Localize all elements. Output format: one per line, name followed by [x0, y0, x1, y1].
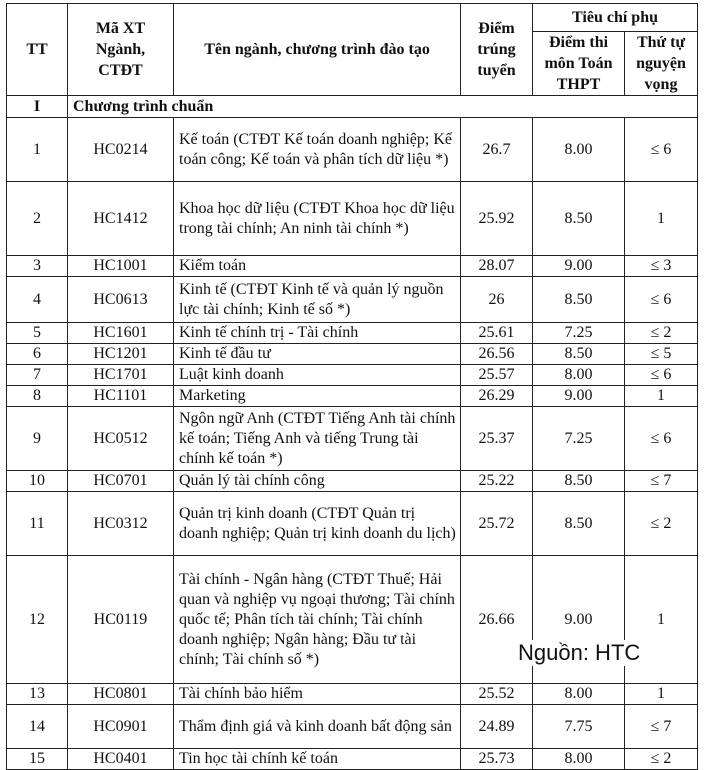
cell-name: Quản lý tài chính công	[174, 471, 461, 492]
cell-name: Quản trị kinh doanh (CTĐT Quản trị doanh nghiệp; Quản trị kinh doanh du lịch)	[174, 492, 461, 556]
cell-code: HC0701	[68, 471, 174, 492]
cell-score: 25.37	[461, 407, 533, 471]
cell-priority: 1	[625, 386, 698, 407]
cell-math: 8.00	[533, 118, 625, 182]
cell-priority: ≤ 5	[625, 344, 698, 365]
cell-priority: ≤ 3	[625, 256, 698, 277]
cell-name: Marketing	[174, 386, 461, 407]
cell-score: 25.57	[461, 365, 533, 386]
cell-math: 7.75	[533, 705, 625, 749]
table-row	[7, 365, 698, 386]
cell-name: Luật kinh doanh	[174, 365, 461, 386]
cell-tt: 7	[7, 365, 68, 386]
cell-math: 8.50	[533, 492, 625, 556]
cell-code: HC1201	[68, 344, 174, 365]
cell-code: HC0801	[68, 684, 174, 705]
header-criteria: Tiêu chí phụ	[533, 4, 698, 32]
cell-code: HC0214	[68, 118, 174, 182]
table-row	[7, 749, 698, 770]
table-row	[7, 182, 698, 256]
cell-score: 25.61	[461, 323, 533, 344]
cell-code: HC0901	[68, 705, 174, 749]
cell-tt: 3	[7, 256, 68, 277]
cell-priority: ≤ 2	[625, 323, 698, 344]
header-name: Tên ngành, chương trình đào tạo	[174, 4, 461, 96]
cell-priority: ≤ 6	[625, 118, 698, 182]
cell-tt: 1	[7, 118, 68, 182]
table-row	[7, 684, 698, 705]
cell-priority: ≤ 2	[625, 749, 698, 770]
cell-tt: 9	[7, 407, 68, 471]
cell-tt: 11	[7, 492, 68, 556]
header-score: Điểm trúng tuyển	[461, 4, 533, 96]
cell-math: 7.25	[533, 323, 625, 344]
cell-name: Tin học tài chính kế toán	[174, 749, 461, 770]
cell-score: 28.07	[461, 256, 533, 277]
header-code: Mã XT Ngành, CTĐT	[68, 4, 174, 96]
cell-score: 25.73	[461, 749, 533, 770]
header-tt: TT	[7, 4, 68, 96]
cell-score: 24.89	[461, 705, 533, 749]
table-row	[7, 471, 698, 492]
table-row	[7, 323, 698, 344]
cell-score: 26.29	[461, 386, 533, 407]
cell-code: HC1601	[68, 323, 174, 344]
cell-priority: ≤ 6	[625, 407, 698, 471]
cell-tt: 2	[7, 182, 68, 256]
cell-score: 26.66	[461, 556, 533, 684]
cell-tt: 5	[7, 323, 68, 344]
table-row	[7, 492, 698, 556]
cell-math: 8.50	[533, 277, 625, 323]
cell-tt: 4	[7, 277, 68, 323]
cell-code: HC0119	[68, 556, 174, 684]
table-row	[7, 256, 698, 277]
cell-score: 26.56	[461, 344, 533, 365]
cell-code: HC0613	[68, 277, 174, 323]
cell-priority: 1	[625, 556, 698, 684]
cell-priority: 1	[625, 182, 698, 256]
cell-tt: 8	[7, 386, 68, 407]
cell-name: Kinh tế (CTĐT Kinh tế và quản lý nguồn lực tài chính; Kinh tế số *)	[174, 277, 461, 323]
cell-math: 8.00	[533, 749, 625, 770]
cell-tt: 14	[7, 705, 68, 749]
cell-name: Kế toán (CTĐT Kế toán doanh nghiệp; Kế toán công; Kế toán và phân tích dữ liệu *)	[174, 118, 461, 182]
cell-score: 25.52	[461, 684, 533, 705]
cell-code: HC1101	[68, 386, 174, 407]
header-math: Điểm thi môn Toán THPT	[533, 32, 625, 96]
cell-priority: ≤ 7	[625, 705, 698, 749]
section-number: I	[7, 96, 68, 118]
source-caption: Nguồn: HTC	[518, 640, 641, 665]
cell-name: Thẩm định giá và kinh doanh bất động sản	[174, 705, 461, 749]
table-row	[7, 407, 698, 471]
cell-name: Kiểm toán	[174, 256, 461, 277]
cell-tt: 12	[7, 556, 68, 684]
cell-score: 26	[461, 277, 533, 323]
cell-math: 8.50	[533, 471, 625, 492]
cell-name: Ngôn ngữ Anh (CTĐT Tiếng Anh tài chính kế toán; Tiếng Anh và tiếng Trung tài chính kế toán *)	[174, 407, 461, 471]
cell-math: 9.00	[533, 256, 625, 277]
cell-score: 25.72	[461, 492, 533, 556]
cell-math: 7.25	[533, 407, 625, 471]
cell-name: Khoa học dữ liệu (CTĐT Khoa học dữ liệu trong tài chính; An ninh tài chính *)	[174, 182, 461, 256]
table-row	[7, 344, 698, 365]
cell-tt: 13	[7, 684, 68, 705]
cell-code: HC1001	[68, 256, 174, 277]
cell-math: 8.50	[533, 182, 625, 256]
cell-name: Tài chính - Ngân hàng (CTĐT Thuế; Hải quan và nghiệp vụ ngoại thương; Tài chính quốc tế; Phân tích tài chính; Tài chính doanh nghiệp; Ngân hàng; Đầu tư tài chính; Tài chính số *)	[174, 556, 461, 684]
cell-score: 26.7	[461, 118, 533, 182]
cell-priority: ≤ 6	[625, 277, 698, 323]
table-row	[7, 277, 698, 323]
header-priority: Thứ tự nguyện vọng	[625, 32, 698, 96]
table-row	[7, 705, 698, 749]
cell-math: 8.50	[533, 344, 625, 365]
cell-name: Tài chính bảo hiểm	[174, 684, 461, 705]
cell-math: 9.00	[533, 556, 625, 684]
cell-code: HC1701	[68, 365, 174, 386]
cell-code: HC0512	[68, 407, 174, 471]
cell-code: HC1412	[68, 182, 174, 256]
cell-score: 25.22	[461, 471, 533, 492]
cell-tt: 6	[7, 344, 68, 365]
cell-math: 8.00	[533, 365, 625, 386]
cell-code: HC0401	[68, 749, 174, 770]
section-title: Chương trình chuẩn	[68, 96, 698, 118]
cell-priority: 1	[625, 684, 698, 705]
table-body	[7, 96, 698, 770]
cell-code: HC0312	[68, 492, 174, 556]
table-row	[7, 386, 698, 407]
cell-tt: 15	[7, 749, 68, 770]
section-row	[7, 96, 698, 118]
cell-priority: ≤ 7	[625, 471, 698, 492]
cell-tt: 10	[7, 471, 68, 492]
cell-score: 25.92	[461, 182, 533, 256]
cell-priority: ≤ 2	[625, 492, 698, 556]
cell-math: 8.00	[533, 684, 625, 705]
cell-name: Kinh tế chính trị - Tài chính	[174, 323, 461, 344]
table-row	[7, 118, 698, 182]
cell-math: 9.00	[533, 386, 625, 407]
cell-name: Kinh tế đầu tư	[174, 344, 461, 365]
cell-priority: ≤ 6	[625, 365, 698, 386]
